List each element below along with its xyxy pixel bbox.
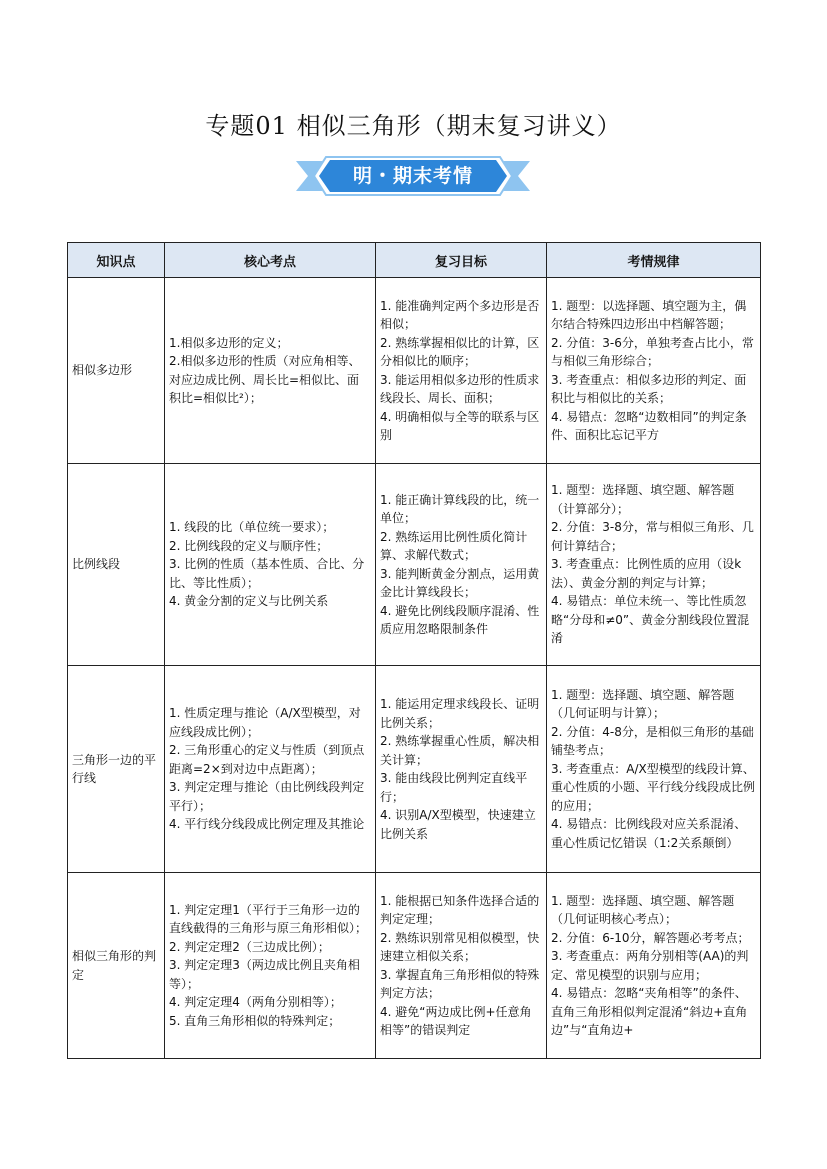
trend-item: 2. 分值：3-6分，单独考查占比小，常与相似三角形综合； [551, 335, 754, 368]
goal-item: 1. 能根据已知条件选择合适的判定定理； [380, 893, 540, 926]
core-item: 1. 线段的比（单位统一要求）； [169, 520, 335, 535]
goal-item: 2. 熟练识别常见相似模型，快速建立相似关系； [380, 930, 540, 963]
trends-cell [547, 464, 761, 666]
trend-item: 3. 考查重点：相似多边形的判定、面积比与相似比的关系； [551, 372, 747, 405]
core-item: 2. 三角形重心的定义与性质（到顶点距离=2×到对边中点距离）； [169, 743, 365, 776]
trend-item: 3. 考查重点：两角分别相等(AA)的判定、常见模型的识别与应用； [551, 949, 749, 982]
goal-item: 3. 能运用相似多边形的性质求线段长、周长、面积； [380, 372, 540, 405]
core-cell [165, 278, 376, 464]
trends-cell [547, 278, 761, 464]
page-title: 专题01 相似三角形（期末复习讲义） [205, 112, 622, 140]
goal-item: 3. 能由线段比例判定直线平行； [380, 771, 528, 804]
core-item: 3. 比例的性质（基本性质、合比、分比、等比性质）； [169, 557, 365, 590]
core-item: 2. 比例线段的定义与顺序性； [169, 538, 329, 553]
header-goals: 复习目标 [376, 243, 547, 278]
trend-item: 1. 题型：选择题、填空题、解答题（几何证明与计算）； [551, 687, 735, 721]
core-item: 4. 黄金分割的定义与比例关系 [169, 594, 329, 609]
table-row [68, 278, 761, 464]
trends-cell [547, 873, 761, 1059]
core-cell [165, 873, 376, 1059]
trend-item: 4. 易错点：单位未统一、等比性质忽略“分母和≠0”、黄金分割线段位置混淆 [551, 594, 750, 646]
goal-item: 2. 熟练掌握相似比的计算，区分相似比的顺序； [380, 335, 540, 368]
goal-item: 2. 熟练运用比例性质化简计算、求解代数式； [380, 529, 528, 562]
trend-item: 4. 易错点：忽略“边数相同”的判定条件、面积比忘记平方 [551, 409, 747, 442]
topic-cell: 比例线段 [68, 464, 165, 666]
core-item: 4. 判定定理4（两角分别相等）； [169, 995, 342, 1010]
goal-item: 4. 明确相似与全等的联系与区别 [380, 409, 540, 442]
table-row [68, 464, 761, 666]
goals-cell [376, 873, 547, 1059]
goals-cell [376, 464, 547, 666]
goal-item: 4. 避免“两边成比例+任意角相等”的错误判定 [380, 1004, 532, 1037]
table-header-row [68, 243, 761, 278]
section-banner [296, 155, 530, 197]
header-trends: 考情规律 [547, 243, 761, 278]
trend-item: 2. 分值：4-8分，是相似三角形的基础铺垫考点； [551, 724, 754, 758]
core-item: 5. 直角三角形相似的特殊判定； [169, 1013, 341, 1028]
trend-item: 2. 分值：3-8分，常与相似三角形、几何计算结合； [551, 520, 754, 553]
core-item: 1.相似多边形的定义； [169, 335, 289, 350]
trend-item: 3. 考查重点：A/X型模型的线段计算、重心性质的小题、平行线分线段成比例的应用； [551, 761, 756, 813]
banner-label: 明・期末考情 [352, 165, 473, 187]
trend-item: 1. 题型：选择题、填空题、解答题（几何证明核心考点）； [551, 893, 735, 926]
core-item: 2.相似多边形的性质（对应角相等、对应边成比例、周长比=相似比、面积比=相似比²）； [169, 354, 361, 405]
header-topic: 知识点 [68, 243, 165, 278]
goals-cell [376, 278, 547, 464]
trend-item: 4. 易错点：比例线段对应关系混淆、重心性质记忆错误（1:2关系颠倒） [551, 817, 747, 850]
goal-item: 1. 能准确判定两个多边形是否相似； [380, 298, 540, 331]
core-item: 1. 性质定理与推论（A/X型模型，对应线段成比例）； [169, 706, 361, 739]
core-item: 2. 判定定理2（三边成比例）； [169, 939, 330, 954]
goals-cell [376, 666, 547, 873]
goal-item: 1. 能运用定理求线段长、证明比例关系； [380, 697, 540, 730]
goal-item: 4. 避免比例线段顺序混淆、性质应用忽略限制条件 [380, 603, 540, 636]
goal-item: 1. 能正确计算线段的比，统一单位； [380, 492, 540, 525]
trend-item: 1. 题型：以选择题、填空题为主，偶尔结合特殊四边形出中档解答题； [551, 298, 747, 331]
trends-cell [547, 666, 761, 873]
goal-item: 3. 掌握直角三角形相似的特殊判定方法； [380, 967, 540, 1000]
exam-analysis-table [67, 242, 761, 1059]
core-item: 3. 判定定理3（两边成比例且夹角相等）； [169, 958, 360, 991]
goal-item: 2. 熟练掌握重心性质，解决相关计算； [380, 734, 540, 767]
table-row [68, 873, 761, 1059]
topic-cell: 三角形一边的平行线 [68, 666, 165, 873]
topic-cell: 相似多边形 [68, 278, 165, 464]
core-item: 3. 判定定理与推论（由比例线段判定平行）； [169, 780, 365, 813]
goal-item: 3. 能判断黄金分割点，运用黄金比计算线段长； [380, 566, 540, 599]
core-item: 4. 平行线分线段成比例定理及其推论 [169, 817, 365, 832]
core-item: 1. 判定定理1（平行于三角形一边的直线截得的三角形与原三角形相似）； [169, 902, 368, 936]
table-row [68, 666, 761, 873]
header-core: 核心考点 [165, 243, 376, 278]
trend-item: 1. 题型：选择题、填空题、解答题（计算部分）； [551, 483, 735, 516]
core-cell [165, 666, 376, 873]
trend-item: 3. 考查重点：比例性质的应用（设k法）、黄金分割的判定与计算； [551, 557, 742, 590]
trend-item: 2. 分值：6-10分，解答题必考考点； [551, 930, 750, 945]
topic-cell: 相似三角形的判定 [68, 873, 165, 1059]
core-cell [165, 464, 376, 666]
goal-item: 4. 识别A/X型模型，快速建立比例关系 [380, 808, 536, 841]
trend-item: 4. 易错点：忽略“夹角相等”的条件、直角三角形相似判定混淆“斜边+直角边”与“直角边+ [551, 986, 748, 1037]
